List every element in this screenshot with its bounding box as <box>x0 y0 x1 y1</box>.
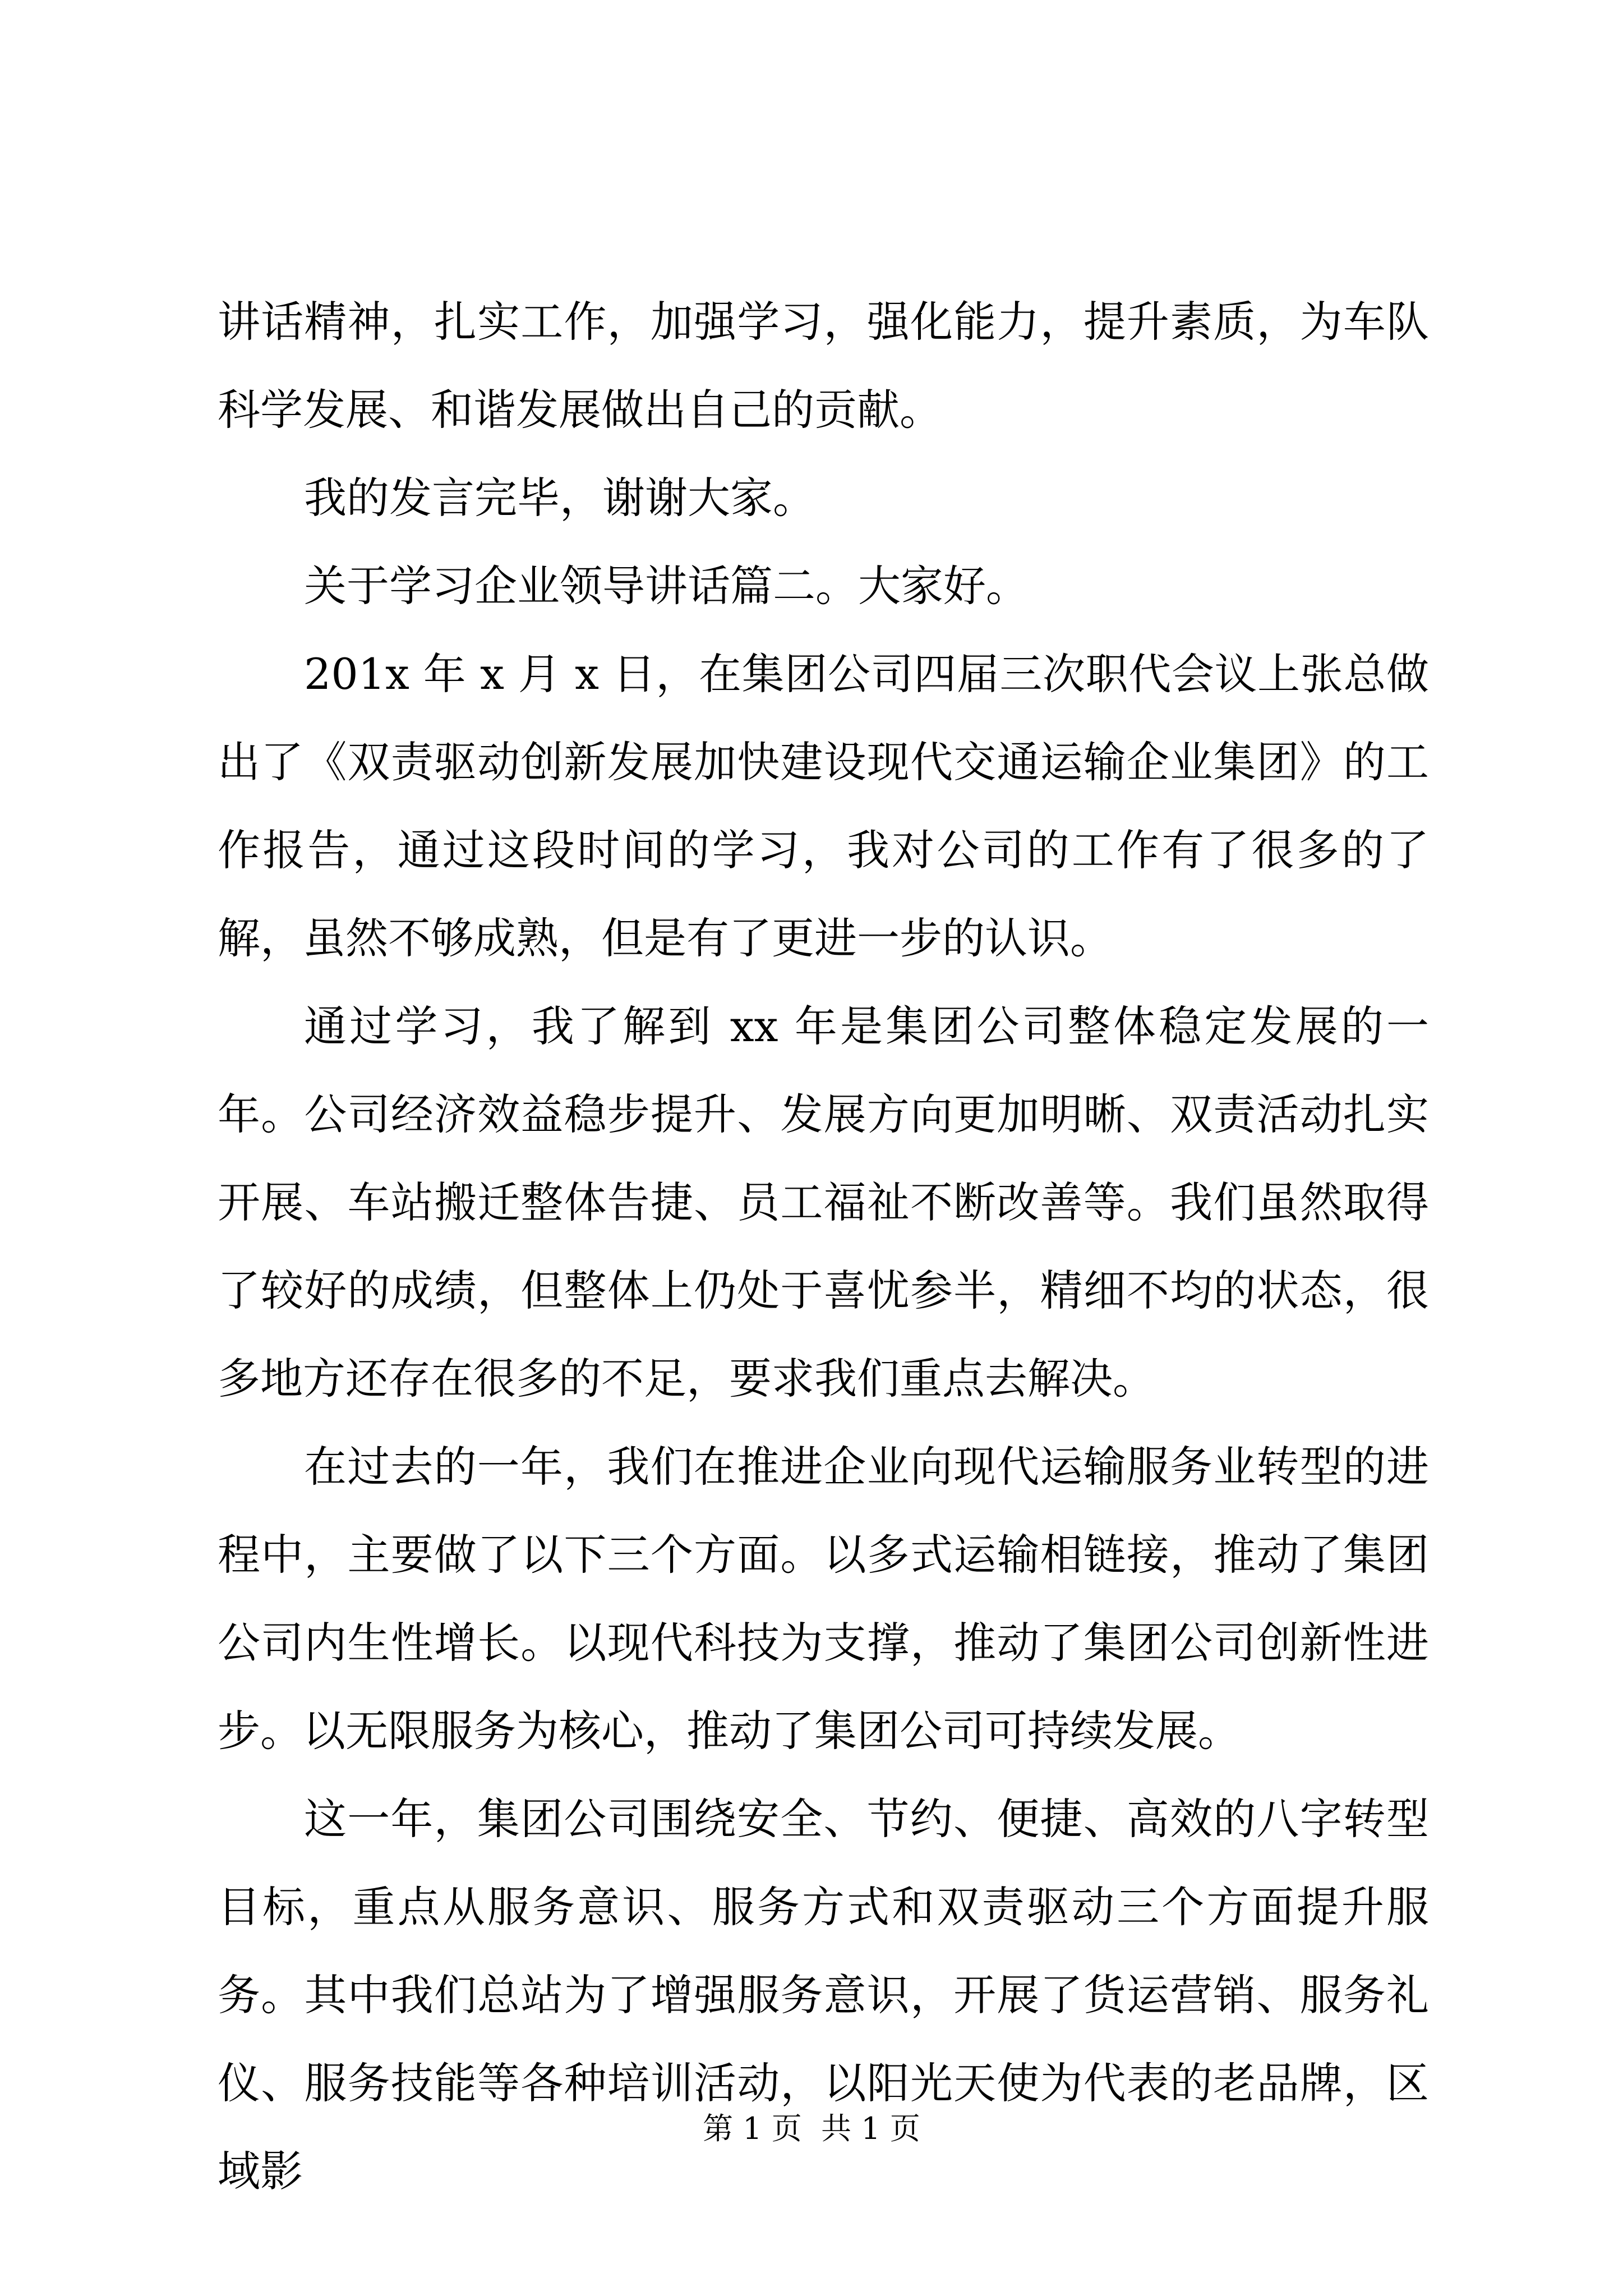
page-footer <box>0 2109 1623 2148</box>
paragraph-4: 201x 年 x 月 x 日，在集团公司四届三次职代会议上张总做出了《双责驱动创新发展加快建设现代交通运输企业集团》的工作报告，通过这段时间的学习，我对公司的工作有了很多的了解，虽然不够成熟，但是有了更进一步的认识。 <box>218 649 1429 963</box>
paragraph-1: 讲话精神，扎实工作，加强学习，强化能力，提升素质，为车队科学发展、和谐发展做出自己的贡献。 <box>218 297 1429 435</box>
paragraph-6: 在过去的一年，我们在推进企业向现代运输服务业转型的进程中，主要做了以下三个方面。以多式运输相链接，推动了集团公司内生性增长。以现代科技为支撑，推动了集团公司创新性进步。以无限服务为核心，推动了集团公司可持续发展。 <box>218 1442 1429 1756</box>
paragraph-3: 关于学习企业领导讲话篇二。大家好。 <box>304 561 1029 611</box>
document-body <box>218 278 1429 2215</box>
page-number-label: 第 1 页 共 1 页 <box>703 2111 920 2146</box>
paragraph-7: 这一年，集团公司围绕安全、节约、便捷、高效的八字转型目标，重点从服务意识、服务方式和双责驱动三个方面提升服务。其中我们总站为了增强服务意识，开展了货运营销、服务礼仪、服务技能等各种培训活动，以阳光天使为代表的老品牌，区域影 <box>218 1794 1429 2196</box>
paragraph-5: 通过学习，我了解到 xx 年是集团公司整体稳定发展的一年。公司经济效益稳步提升、发展方向更加明晰、双责活动扎实开展、车站搬迁整体告捷、员工福祉不断改善等。我们虽然取得了较好的成绩，但整体上仍处于喜忧参半，精细不均的状态，很多地方还存在很多的不足，要求我们重点去解决。 <box>218 1001 1429 1404</box>
paragraph-2: 我的发言完毕，谢谢大家。 <box>304 473 815 523</box>
